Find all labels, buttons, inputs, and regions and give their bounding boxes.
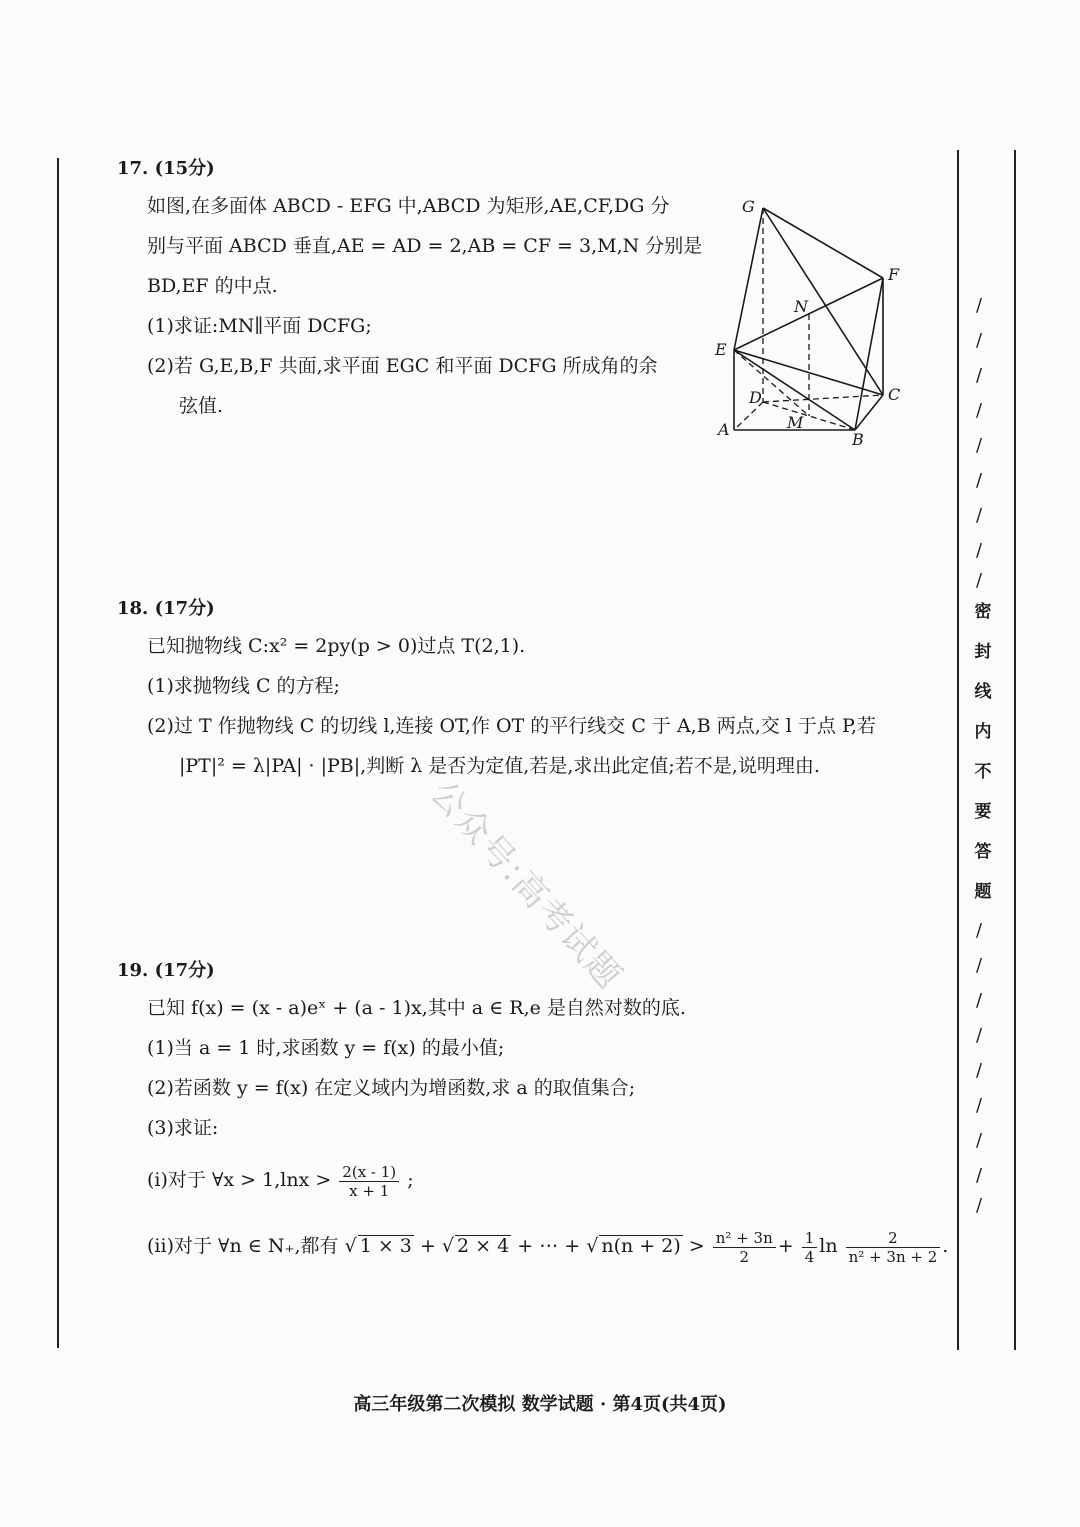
problem-19 xyxy=(117,954,949,1274)
label-D: D xyxy=(749,388,762,407)
label-M: M xyxy=(787,413,804,432)
slash-mark: / xyxy=(976,1025,983,1046)
edge-DC xyxy=(763,395,883,402)
part-ii-f3-num: 2 xyxy=(846,1229,941,1248)
slash-mark: / xyxy=(976,365,983,386)
problem-18-line1: 已知抛物线 C:x² = 2py(p > 0)过点 T(2,1). xyxy=(147,635,526,657)
problem-17-q2b: 弦值. xyxy=(179,395,224,417)
part-ii-fraction3 xyxy=(846,1229,941,1266)
problem-17-q1: (1)求证:MN∥平面 DCFG; xyxy=(147,315,372,337)
slash-mark: / xyxy=(976,1060,983,1081)
label-N: N xyxy=(794,297,808,316)
slash-mark: / xyxy=(976,990,983,1011)
label-E: E xyxy=(715,340,727,359)
sidebar-char: 密 xyxy=(974,602,992,622)
edge-EM xyxy=(734,350,809,416)
part-ii-f1-num: n² + 3n xyxy=(713,1229,776,1248)
slash-mark: / xyxy=(976,1130,983,1151)
problem-17-header: 17. (15分) xyxy=(117,158,215,179)
watermark: 公众号:高考试题 xyxy=(422,773,630,998)
label-A: A xyxy=(718,420,730,439)
slash-mark: / xyxy=(976,570,983,591)
sidebar-line-right xyxy=(1014,150,1016,1350)
part-ii-sqrt2: 2 × 4 xyxy=(457,1235,510,1257)
problem-19-header: 19. (17分) xyxy=(117,960,215,981)
problem-19-q2: (2)若函数 y = f(x) 在定义域内为增函数,求 a 的取值集合; xyxy=(147,1077,636,1099)
part-ii-gt: > xyxy=(688,1235,705,1257)
slash-mark: / xyxy=(976,1165,983,1186)
part-ii-fraction1 xyxy=(713,1229,776,1266)
left-margin-line xyxy=(57,158,59,1348)
problem-19-q1: (1)当 a = 1 时,求函数 y = f(x) 的最小值; xyxy=(147,1037,505,1059)
part-ii-ln: ln xyxy=(819,1235,838,1257)
slash-mark: / xyxy=(976,540,983,561)
slash-mark: / xyxy=(976,920,983,941)
edge-GE xyxy=(734,208,763,350)
part-i-fraction xyxy=(339,1163,399,1200)
sidebar-char: 内 xyxy=(974,722,992,742)
part-ii-f1-den: 2 xyxy=(739,1247,750,1266)
part-ii-sqrt3: n(n + 2) xyxy=(601,1235,681,1257)
problem-17-q2: (2)若 G,E,B,F 共面,求平面 EGC 和平面 DCFG 所成角的余 xyxy=(147,355,658,377)
label-F: F xyxy=(888,265,900,284)
problem-18-header: 18. (17分) xyxy=(117,598,215,619)
part-ii-f2-den: 4 xyxy=(804,1247,815,1266)
label-G: G xyxy=(742,197,755,216)
sidebar-char: 要 xyxy=(974,802,992,822)
slash-mark: / xyxy=(976,1195,983,1216)
part-i-frac-den: x + 1 xyxy=(349,1181,390,1200)
slash-mark: / xyxy=(976,400,983,421)
problem-19-line1: 已知 f(x) = (x - a)eˣ + (a - 1)x,其中 a ∈ R,e 是自然对数的底. xyxy=(147,997,686,1019)
problem-19-part-i xyxy=(117,1152,917,1208)
problem-18-q1: (1)求抛物线 C 的方程; xyxy=(147,675,340,697)
part-ii-dots: + ⋯ + xyxy=(517,1235,581,1257)
problem-19-q3: (3)求证: xyxy=(147,1117,219,1139)
slash-mark: / xyxy=(976,1095,983,1116)
edge-FB xyxy=(855,278,883,430)
problem-18-q2: (2)过 T 作抛物线 C 的切线 l,连接 OT,作 OT 的平行线交 C 于 A,B 两点,交 l 于点 P,若 xyxy=(147,715,876,737)
edge-GC xyxy=(763,208,883,395)
part-ii-prefix: (ii)对于 ∀n ∈ N₊,都有 xyxy=(147,1235,339,1257)
part-i-end: ; xyxy=(407,1169,414,1191)
part-ii-f2-num: 1 xyxy=(802,1229,818,1248)
slash-mark: / xyxy=(976,470,983,491)
sidebar-char: 不 xyxy=(974,762,992,782)
edge-BC xyxy=(855,395,883,430)
slash-mark: / xyxy=(976,435,983,456)
sidebar-line-left xyxy=(957,150,959,1350)
polyhedron-diagram xyxy=(712,190,912,450)
problem-17-line1: 如图,在多面体 ABCD - EFG 中,ABCD 为矩形,AE,CF,DG 分 xyxy=(147,195,670,217)
edge-GF xyxy=(763,208,883,278)
problem-17-line3: BD,EF 的中点. xyxy=(147,275,278,297)
part-ii-sqrt1: 1 × 3 xyxy=(359,1235,412,1257)
label-C: C xyxy=(888,385,901,404)
slash-mark: / xyxy=(976,505,983,526)
problem-19-part-ii: (ii)对于 ∀n ∈ N₊,都有 √ 1 × 3 + √ 2 × 4 + ⋯ + √ n(n + 2) > $\frac{\text{n² + 3n}}{2}$ + $\frac{1}{4}$ ln $\frac{2}{\text{n² + 3n + 2}}$ . xyxy=(147,1228,949,1266)
part-ii-fraction2 xyxy=(802,1229,818,1266)
part-i-frac-num: 2(x - 1) xyxy=(339,1163,399,1182)
part-ii-f3-den: n² + 3n + 2 xyxy=(848,1247,938,1266)
slash-mark: / xyxy=(976,955,983,976)
sidebar-char: 题 xyxy=(974,882,992,902)
page-footer: 高三年级第二次模拟 数学试题 · 第4页(共4页) xyxy=(353,1394,727,1415)
problem-18-q2b: |PT|² = λ|PA| · |PB|,判断 λ 是否为定值,若是,求出此定值;若不是,说明理由. xyxy=(179,755,820,777)
sidebar-char: 答 xyxy=(974,842,992,862)
label-B: B xyxy=(852,430,864,449)
slash-mark: / xyxy=(976,330,983,351)
sidebar-char: 线 xyxy=(974,682,992,702)
problem-17-line2: 别与平面 ABCD 垂直,AE = AD = 2,AB = CF = 3,M,N 分别是 xyxy=(147,235,703,257)
problem-18 xyxy=(117,592,917,786)
slash-mark: / xyxy=(976,295,983,316)
sidebar-char: 封 xyxy=(974,642,992,662)
part-ii-end: . xyxy=(942,1235,949,1257)
part-i-prefix: (i)对于 ∀x > 1,lnx > xyxy=(147,1169,332,1191)
part-ii-plus: + xyxy=(419,1235,436,1257)
